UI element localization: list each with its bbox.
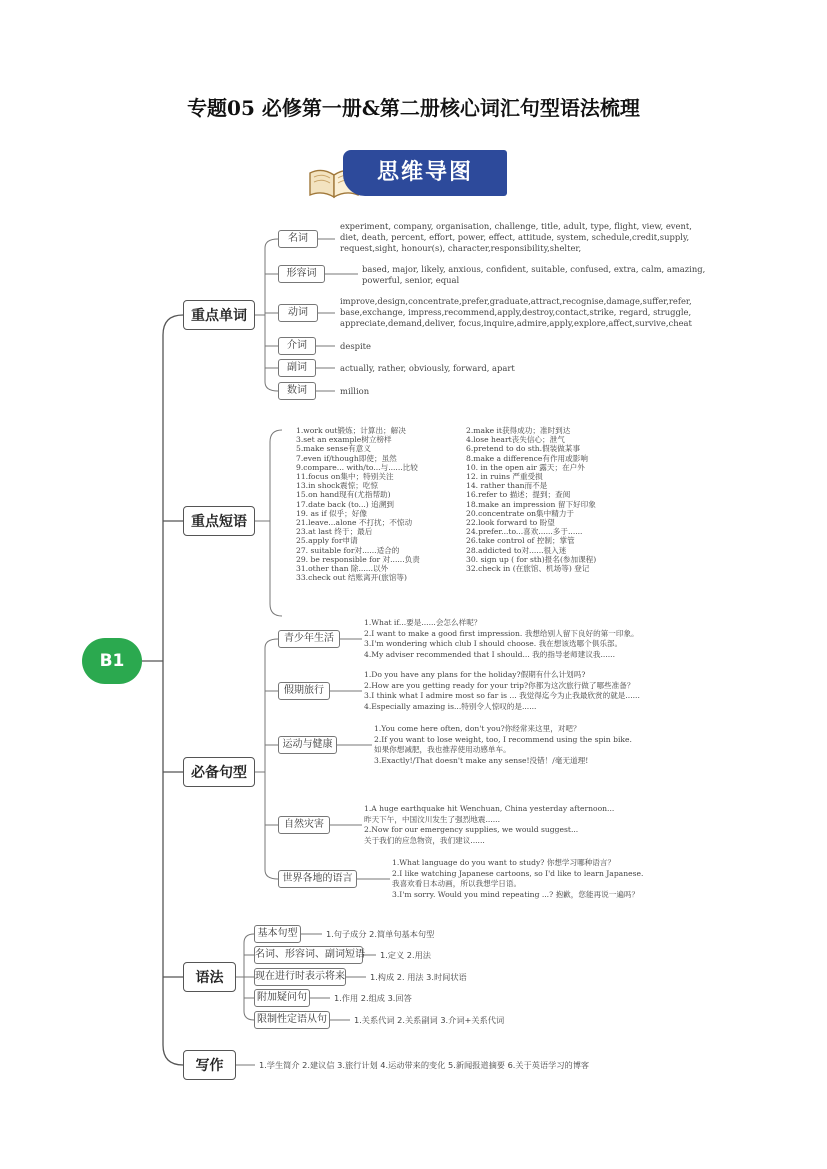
vocab-adverb-words: actually, rather, obviously, forward, apart bbox=[340, 363, 515, 373]
sentences-world-languages: 1.What language do you want to study? 你想学习哪种语言？ 2.I like watching Japanese cartoons, so I'd like to learn Japanese. 我喜欢看日本动画，所以我想学日语。 3.I'm sorry. Would you mind repeating ...? 抱歉，您能再说一遍吗？ bbox=[392, 858, 644, 899]
node-vocabulary: 重点单词 bbox=[183, 300, 255, 330]
vocab-category-noun: 名词 bbox=[278, 230, 318, 248]
vocab-preposition-words: despite bbox=[340, 341, 371, 351]
vocab-noun-words: experiment, company, organisation, challenge, title, adult, type, flight, view, event, diet, death, percent, effort, power, effect, attitude, system, schedule,credit,supply, request,sight, honour(s), character,responsibility,shelter, bbox=[340, 221, 692, 254]
sentence-group-world-languages: 世界各地的语言 bbox=[278, 870, 357, 888]
sentences-natural-disasters: 1.A huge earthquake hit Wenchuan, China yesterday afternoon... 昨天下午，中国汶川发生了强烈地震...... 2.Now for our emergency supplies, we would suggest... 关于我们的应急物资，我们建议...... bbox=[364, 804, 615, 845]
grammar-item-tag-questions: 附加疑问句 bbox=[254, 989, 310, 1007]
vocab-category-adverb: 副词 bbox=[278, 359, 316, 377]
grammar-item-restrictive-relative-clauses: 限制性定语从句 bbox=[254, 1011, 330, 1029]
node-sentences: 必备句型 bbox=[183, 757, 255, 787]
grammar-detail-2: 1.构成 2. 用法 3.时间状语 bbox=[370, 972, 467, 982]
sentences-holiday-travel: 1.Do you have any plans for the holiday?假期有什么计划吗? 2.How are you getting ready for your trip?你都为这次旅行做了哪些准备？ 3.I think what I admire most so far is ... 我觉得迄今为止我最欣赏的就是...... 4.Especially amazing is...特别令人惊叹的是...... bbox=[364, 670, 640, 711]
vocab-adjective-words: based, major, likely, anxious, confident, suitable, confused, extra, calm, amazing, powerful, senior, equal bbox=[362, 264, 706, 286]
page-title: 专题05 必修第一册&第二册核心词汇句型语法梳理 bbox=[187, 96, 640, 120]
node-phrases: 重点短语 bbox=[183, 506, 255, 536]
vocab-category-adjective: 形容词 bbox=[278, 265, 325, 283]
writing-topics: 1.学生简介 2.建议信 3.旅行计划 4.运动带来的变化 5.新闻报道摘要 6.关于英语学习的博客 bbox=[259, 1060, 590, 1070]
grammar-detail-4: 1.关系代词 2.关系副词 3.介词+关系代词 bbox=[354, 1015, 505, 1025]
vocab-verb-words: improve,design,concentrate,prefer,graduate,attract,recognise,damage,suffer,refer, base,exchange, impress,recommend,apply,destroy,contact,strike, regard, struggle, appreciate,demand,deliver, focus,inquire,admire,apply,explore,affect,survive,cheat bbox=[340, 296, 692, 329]
mindmap-banner: 思维导图 bbox=[343, 150, 507, 196]
vocab-category-preposition: 介词 bbox=[278, 337, 316, 355]
phrases-right-column: 2.make it获得成功；准时到达 4.lose heart丧失信心；泄气 6.pretend to do sth.假装做某事 8.make a difference有作用或影响 10. in the open air 露天；在户外 12. in ruins 严重受损 14. rather than而不是 16.refer to 描述；提到；查阅 18.make an impression 留下好印象 20.concentrate on集中精力于 22.look forward to 盼望 24.prefer...to...喜欢......多于...... 26.take control of 控制；掌管 28.addicted to对......很入迷 30. sign up ( for sth)报名(参加课程) 32.check in (在旅馆、机场等) 登记 bbox=[466, 426, 597, 574]
vocab-category-numeral: 数词 bbox=[278, 382, 316, 400]
sentence-group-holiday-travel: 假期旅行 bbox=[278, 682, 330, 700]
node-writing: 写作 bbox=[183, 1050, 236, 1080]
vocab-category-verb: 动词 bbox=[278, 304, 318, 322]
node-grammar: 语法 bbox=[183, 962, 236, 992]
grammar-item-present-progressive-future: 现在进行时表示将来 bbox=[254, 968, 346, 986]
sentence-group-sports-health: 运动与健康 bbox=[278, 736, 337, 754]
grammar-detail-0: 1.句子成分 2.简单句基本句型 bbox=[326, 929, 435, 939]
grammar-detail-1: 1.定义 2.用法 bbox=[380, 950, 431, 960]
grammar-detail-3: 1.作用 2.组成 3.回答 bbox=[334, 993, 412, 1003]
sentence-group-natural-disasters: 自然灾害 bbox=[278, 816, 330, 834]
grammar-item-phrases: 名词、形容词、副词短语 bbox=[254, 946, 363, 964]
sentence-group-teen-life: 青少年生活 bbox=[278, 630, 340, 648]
phrases-left-column: 1.work out锻炼；计算出；解决 3.set an example树立榜样 5.make sense有意义 7.even if/though即使；虽然 9.compare... with/to...与......比较 11.focus on集中；特别关注 13.in shock震惊；吃惊 15.on hand现有(尤指帮助) 17.date back (to...) 追溯到 19. as if 似乎；好像 21.leave...alone 不打扰；不惊动 23.at last 终于；最后 25.apply for申请 27. suitable for对......适合的 29. be responsible for 对......负责 31.other than 除......以外 33.check out 结账离开(旅馆等) bbox=[296, 426, 420, 583]
sentences-sports-health: 1.You come here often, don't you?你经常来这里，对吧？ 2.If you want to lose weight, too, I recommend using the spin bike. 如果你想减肥，我也推荐使用动感单车。 3.Exactly!/That doesn't make any sense!没错！/毫无道理! bbox=[374, 724, 632, 765]
root-node: B1 bbox=[82, 638, 142, 684]
grammar-item-basic-sentence-patterns: 基本句型 bbox=[254, 925, 301, 943]
sentences-teen-life: 1.What if...要是......会怎么样呢？ 2.I want to make a good first impression. 我想给别人留下良好的第一印象。 3.I'm wondering which club I should choose. 我在想该选哪个俱乐部。 4.My adviser recommended that I should... 我的指导老师建议我...... bbox=[364, 618, 639, 659]
vocab-numeral-words: million bbox=[340, 386, 370, 396]
